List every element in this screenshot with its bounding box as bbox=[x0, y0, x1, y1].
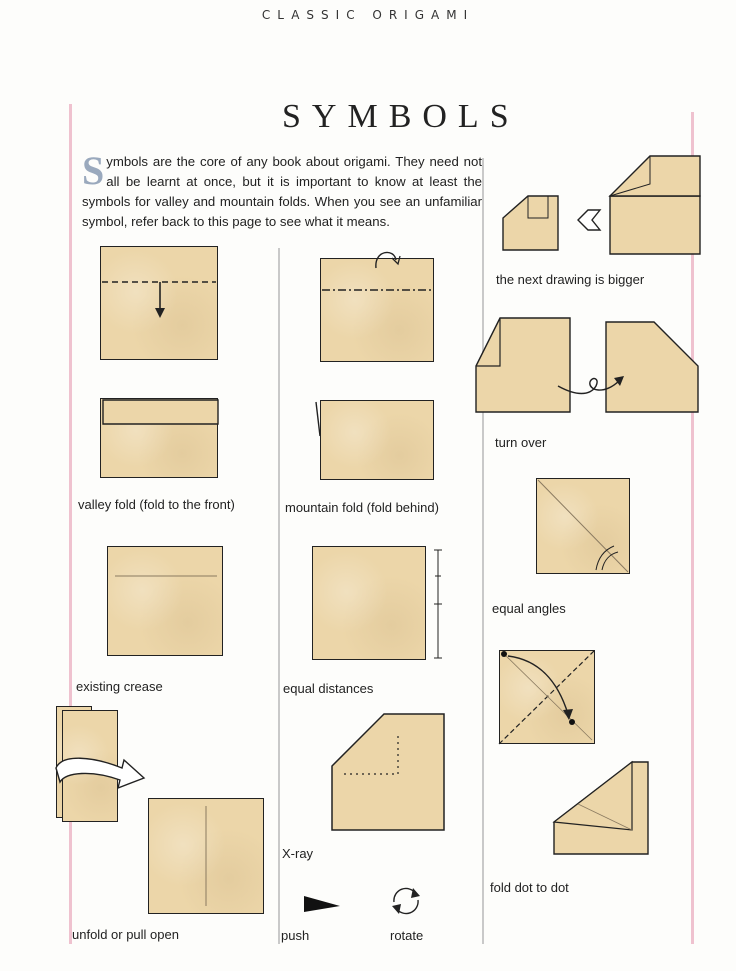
fold-dot-result bbox=[552, 758, 656, 858]
mountain-fold-diagram bbox=[318, 246, 438, 482]
equal-angles-caption: equal angles bbox=[492, 601, 566, 616]
valley-fold-diagram bbox=[100, 246, 220, 456]
fold-dot-caption: fold dot to dot bbox=[490, 880, 569, 895]
equal-distances-caption: equal distances bbox=[283, 681, 374, 696]
equal-distances-marks bbox=[312, 546, 444, 664]
fold-dot-marks bbox=[496, 648, 606, 748]
rotate-caption: rotate bbox=[390, 928, 424, 943]
xray-caption: X-ray bbox=[282, 846, 314, 861]
push-arrow-icon bbox=[302, 894, 342, 914]
turn-over-arrow-icon bbox=[556, 372, 636, 402]
drop-cap: S bbox=[82, 148, 105, 193]
turn-over-caption: turn over bbox=[495, 435, 547, 450]
mountain-fold-caption: mountain fold (fold behind) bbox=[285, 500, 439, 515]
valley-fold-caption: valley fold (fold to the front) bbox=[78, 497, 235, 512]
xray-diagram bbox=[330, 712, 446, 834]
enlarge-caption: the next drawing is bigger bbox=[496, 272, 645, 287]
unfold-caption: unfold or pull open bbox=[72, 927, 179, 942]
equal-angles-marks bbox=[536, 478, 632, 576]
intro-paragraph bbox=[82, 148, 482, 232]
column-divider-2 bbox=[482, 158, 484, 944]
page-title: SYMBOLS bbox=[282, 98, 520, 135]
existing-crease-diagram bbox=[107, 546, 225, 658]
fold-dot-to-dot-diagram bbox=[496, 648, 656, 860]
xray-paper bbox=[330, 712, 446, 834]
turn-over-diagram bbox=[474, 316, 700, 416]
unfold-arrow-icon bbox=[52, 746, 162, 806]
mountain-fold-edge bbox=[318, 396, 438, 486]
valley-fold-line bbox=[100, 246, 220, 366]
unfold-diagram bbox=[52, 706, 268, 918]
mountain-fold-line bbox=[318, 246, 438, 366]
running-head: CLASSIC ORIGAMI bbox=[261, 8, 475, 22]
column-divider-1 bbox=[278, 248, 280, 944]
enlarge-diagram bbox=[500, 156, 700, 256]
enlarge-arrow-icon bbox=[574, 206, 604, 236]
intro-text: ymbols are the core of any book about origami. They need not all be learnt at once, but it is important to know at least the symbols for valley and mountain folds. When you see an unfamiliar symbol, refer back to this page to see what it means. bbox=[82, 154, 482, 229]
equal-angles-diagram bbox=[536, 478, 632, 576]
existing-crease-caption: existing crease bbox=[76, 679, 163, 694]
unfold-crease bbox=[148, 798, 264, 914]
equal-distances-diagram bbox=[312, 546, 444, 664]
rotate-icon bbox=[386, 884, 426, 918]
valley-fold-flap bbox=[100, 394, 220, 484]
existing-crease-line bbox=[107, 546, 225, 658]
push-caption: push bbox=[281, 928, 310, 943]
